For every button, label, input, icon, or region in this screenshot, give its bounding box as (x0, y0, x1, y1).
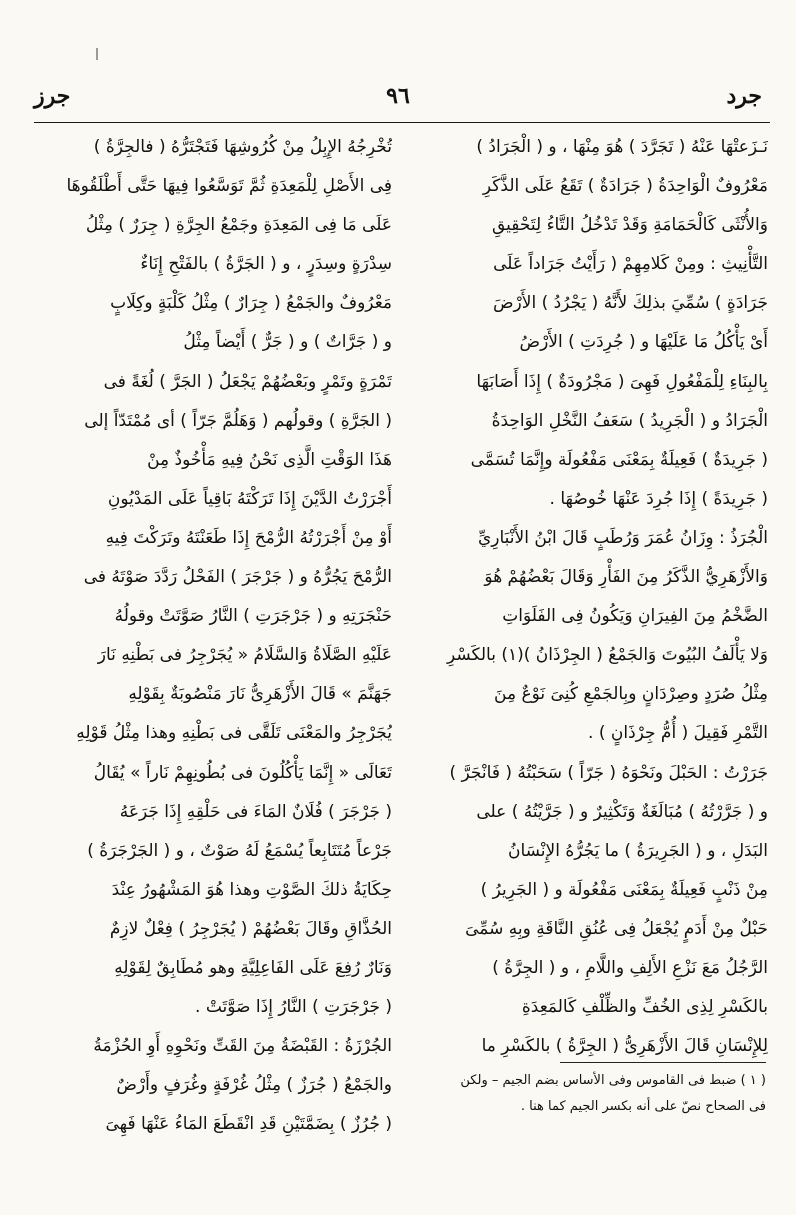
right-column-line: مَعْرُوفٌ الْوَاحِدَةُ ( جَرَادَةٌ ) تَقَعُ عَلَى الذَّكَرِ (482, 176, 768, 197)
right-column-line: التَّمْرِ فَقِيلَ ( أُمُّ جِرْذَانٍ ) . (588, 723, 768, 744)
right-column-line: حَبْلٌ مِنْ أَدَمٍ يُجْعَلُ فِى عُنُقِ النَّاقَةِ وبِهِ سُمِّىَ (465, 918, 768, 939)
left-column-line: ( جَرْجَرَ ) فُلَانٌ المَاءَ فى حَلْقِهِ إِذَا جَرَعَهُ (119, 801, 392, 822)
left-column-line: تُخْرِجُهُ الإِبِلُ مِنْ كُرُوشِهَا فَتَجْتَرُّهُ ( فالجِرَّةُ ) (93, 137, 392, 157)
footnote (400, 1068, 766, 1120)
right-column-line: الضَّخْمُ مِنَ الفِيرَانِ وَيَكُونُ فِى الفَلَوَاتِ (502, 606, 768, 627)
right-column-line: الرَّجُلُ مَعَ نَزْعِ الأَلِفِ واللَّامِ ، و ( الجِرَّةُ ) (492, 957, 768, 978)
right-column-line: جَرَادَةٍ ) سُمِّيَ بذلِكَ لأَنَّهُ ( يَجْرُدُ ) الأَرْضَ (493, 293, 768, 314)
header-right-keyword: جرد (726, 83, 762, 109)
left-column-line: والجَمْعُ ( جُرَزٌ ) مِثْلُ غُرْفَةٍ وغُرَفٍ وأَرْضٌ (116, 1075, 392, 1096)
scan-mark (96, 48, 98, 60)
left-column-line: جَهَنَّمَ » قَالَ الأَزْهَرِىُّ نَارَ مَنْصُوبَةٌ بِقَوْلِهِ (128, 684, 392, 705)
left-column-line: يُجَرْجِرُ والمَعْنَى تَلَقَّى فى بَطْنِهِ وهذا مِثْلُ قَوْلِهِ (76, 723, 392, 744)
left-column-line: تَعَالَى « إِنَّمَا يَأْكُلُونَ فى بُطُونِهِمْ نَاراً » يُقَالُ (93, 762, 392, 783)
right-column-line: وَالأُنْثَى كَالْحَمَامَةِ وَقَدْ تَدْخُلُ التَّاءُ لِتَحْقِيقِ (491, 215, 768, 236)
left-column-line: عَلَى مَا فِى المَعِدَةِ وجَمْعُ الجِرَّةِ ( جِرَرٌ ) مِثْلُ (85, 215, 392, 236)
left-column-line: ( الجَرَّةِ ) وقولُهم ( وَهَلُمَّ جَرّاً ) أى مُمْتَدّاً إلى (84, 410, 392, 431)
right-column-line: التَّأْنِيثِ : ومِنْ كَلامِهِمْ ( رَأَيْتُ جَرَاداً عَلَى (493, 254, 768, 275)
left-column-line: ( جُرُزٌ ) بِضَمَّتَيْنِ قَدِ انْقَطَعَ المَاءُ عَنْهَا فَهِىَ (105, 1114, 392, 1135)
left-column-line: مَعْرُوفٌ والجَمْعُ ( جِرَارٌ ) مِثْلُ كَلْبَةٍ وكِلَابٍ (110, 293, 392, 314)
right-column-line: نَـزَعتْهَا عَنْهُ ( تَجَرَّدَ ) هُوَ مِنْهَا ، و ( الْجَرَادُ ) (476, 137, 768, 157)
left-column-line: حَنْجَرَتِهِ و ( جَرْجَرَتِ ) النَّارُ صَوَّتَتْ وقولُهُ (114, 606, 392, 627)
right-column-line: وَالأَزْهَرِيُّ الذَّكَرُ مِنَ الفَأْرِ وَقَالَ بَعْضُهُمْ هُوَ (484, 567, 768, 588)
right-column-line: ( جَرِيدَةً ) إِذَا جُرِدَ عَنْهَا خُوصُهَا . (549, 488, 768, 509)
left-column-line: تَمْرَةٍ وتَمْرٍ وبَعْضُهُمْ يَجْعَلُ ( الجَرَّ ) لُغَةً فى (103, 371, 392, 392)
left-column-line: ( جَرْجَرَتِ ) النَّارُ إِذَا صَوَّتَتْ . (195, 997, 392, 1018)
right-column-line: البَدَلِ ، و ( الجَرِيرَةُ ) ما يَجُرُّهُ الإِنْسَانُ (507, 840, 768, 861)
left-column-line: الجُرْزَةُ : القَبْضَةُ مِنَ القَتِّ ونَحْوِهِ أَوِ الحُزْمَةُ (93, 1036, 392, 1057)
left-column-line: الرُّمْحَ يَجُرُّهُ و ( جَرْجَرَ ) الفَحْلُ رَدَّدَ صَوْتَهُ فى (83, 567, 392, 588)
footnote-rule (560, 1062, 766, 1063)
right-column-line: وَلا يَأْلَفُ البُيُوتَ وَالجَمْعُ ( الجِرْذَانُ )(١) بالكَسْرِ (446, 645, 768, 666)
left-column-line: أَوْ مِنْ أَجْرَرْتُهُ الرُّمْحَ إِذَا طَعَنْتَهُ وتَرَكْتَ فِيهِ (105, 527, 392, 548)
right-column-line: بالكَسْرِ لِذِى الخُفِّ والظِّلْفِ كَالمَعِدَةِ (521, 997, 768, 1018)
right-column-line: ( جَرِيدَةٌ ) فَعِيلَةٌ بِمَعْنَى مَفْعُولَة وإِنَّمَا تُسَمَّى (470, 449, 768, 470)
right-column-line: مِنْ ذَنْبٍ فَعِيلَةٌ بِمَعْنَى مَفْعُولَة و ( الجَرِيرُ ) (480, 879, 768, 900)
right-column-line: الْجَرَادُ و ( الْجَرِيدُ ) سَعَفُ النَّخْلِ الوَاحِدَةُ (491, 410, 768, 431)
footnote-line: ( ١ ) ضبط فى القاموس وفى الأساس بضم الجيم – ولكن (460, 1073, 766, 1088)
left-column-line: وَنَارٌ رُفِعَ عَلَى الفَاعِلِيَّةِ وهو مُطَابِقٌ لِقَوْلِهِ (114, 957, 392, 978)
right-column-line: جَرَرْتُ : الحَبْلَ ونَحْوَهُ ( جَرّاً ) سَحَبْتُهُ ( فَانْجَرَّ ) (449, 762, 768, 783)
left-column-line: حِكَايَةُ ذلكَ الصَّوْتِ وهذا هُوَ المَشْهُورُ عِنْدَ (111, 879, 392, 900)
right-column-line: و ( جَرَّرْتُهُ ) مُبَالَغَةٌ وَتَكْثِيرٌ و ( جَرَّيْتُهُ ) على (476, 801, 768, 822)
left-column-line: فِى الأَصْلِ لِلْمَعِدَةِ ثُمَّ تَوَسَّعُوا فِيهَا حَتَّى أَطْلَقُوهَا (66, 176, 392, 197)
header-rule (34, 122, 770, 123)
right-column-line: أَىْ يَأْكُلُ مَا عَلَيْهَا و ( جُرِدَتِ ) الأَرْضُ (519, 332, 768, 353)
header-left-keyword: جرز (34, 83, 71, 109)
left-column-line: أَجْرَرْتُ الدَّيْنَ إِذَا تَرَكْتَهُ بَاقِياً عَلَى المَدْيُونِ (107, 488, 392, 509)
right-column-line: بِالبِنَاءِ لِلْمَفْعُولِ فَهِىَ ( مَجْرُودَةٌ ) إِذَا أَصَابَهَا (476, 371, 768, 392)
left-column-line: جَرْعاً مُتَتَابِعاً يُسْمَعُ لَهُ صَوْتٌ ، و ( الجَرْجَرَةُ ) (87, 840, 392, 861)
right-column-line: مِثْلُ صُرَدٍ وصِرْدَانٍ وبِالجَمْعِ كُنِىَ نَوْعٌ مِنَ (494, 684, 768, 705)
left-column (38, 128, 392, 1135)
right-column-line: لِلإِنْسَانِ قَالَ الأَزْهَرِىُّ ( الجِرَّةُ ) بالكَسْرِ ما (481, 1036, 768, 1057)
page-header (34, 76, 762, 124)
right-column (412, 128, 768, 1066)
left-column-line: سِدْرَةٍ وسِدَرٍ ، و ( الجَرَّةُ ) بالفَتْحِ إِنَاءٌ (140, 254, 392, 275)
left-column-line: عَلَيْهِ الصَّلَاةُ وَالسَّلَامُ « يُجَرْجِرُ فى بَطْنِهِ نَارَ (97, 645, 392, 666)
left-column-line: الحُذَّاقِ وقَالَ بَعْضُهُمْ ( يُجَرْجِرُ ) فِعْلٌ لازِمٌ (109, 918, 392, 939)
left-column-line: و ( جَرَّاتٌ ) و ( جَرٌّ ) أَيْضاً مِثْلُ (183, 332, 392, 353)
right-column-line: الْجُرَذُ : وِزَانُ عُمَرَ وَرُطَبٍ قَالَ ابْنُ الأَنْبَارِيِّ (477, 527, 768, 548)
page-number: ٩٦ (386, 83, 410, 109)
footnote-line: فى الصحاح نصّ على أنه بكسر الجيم كما هنا . (520, 1099, 766, 1114)
left-column-line: هَذَا الوَقْتِ الَّذِى نَحْنُ فِيهِ مَأْخُوذٌ مِنْ (147, 449, 392, 470)
